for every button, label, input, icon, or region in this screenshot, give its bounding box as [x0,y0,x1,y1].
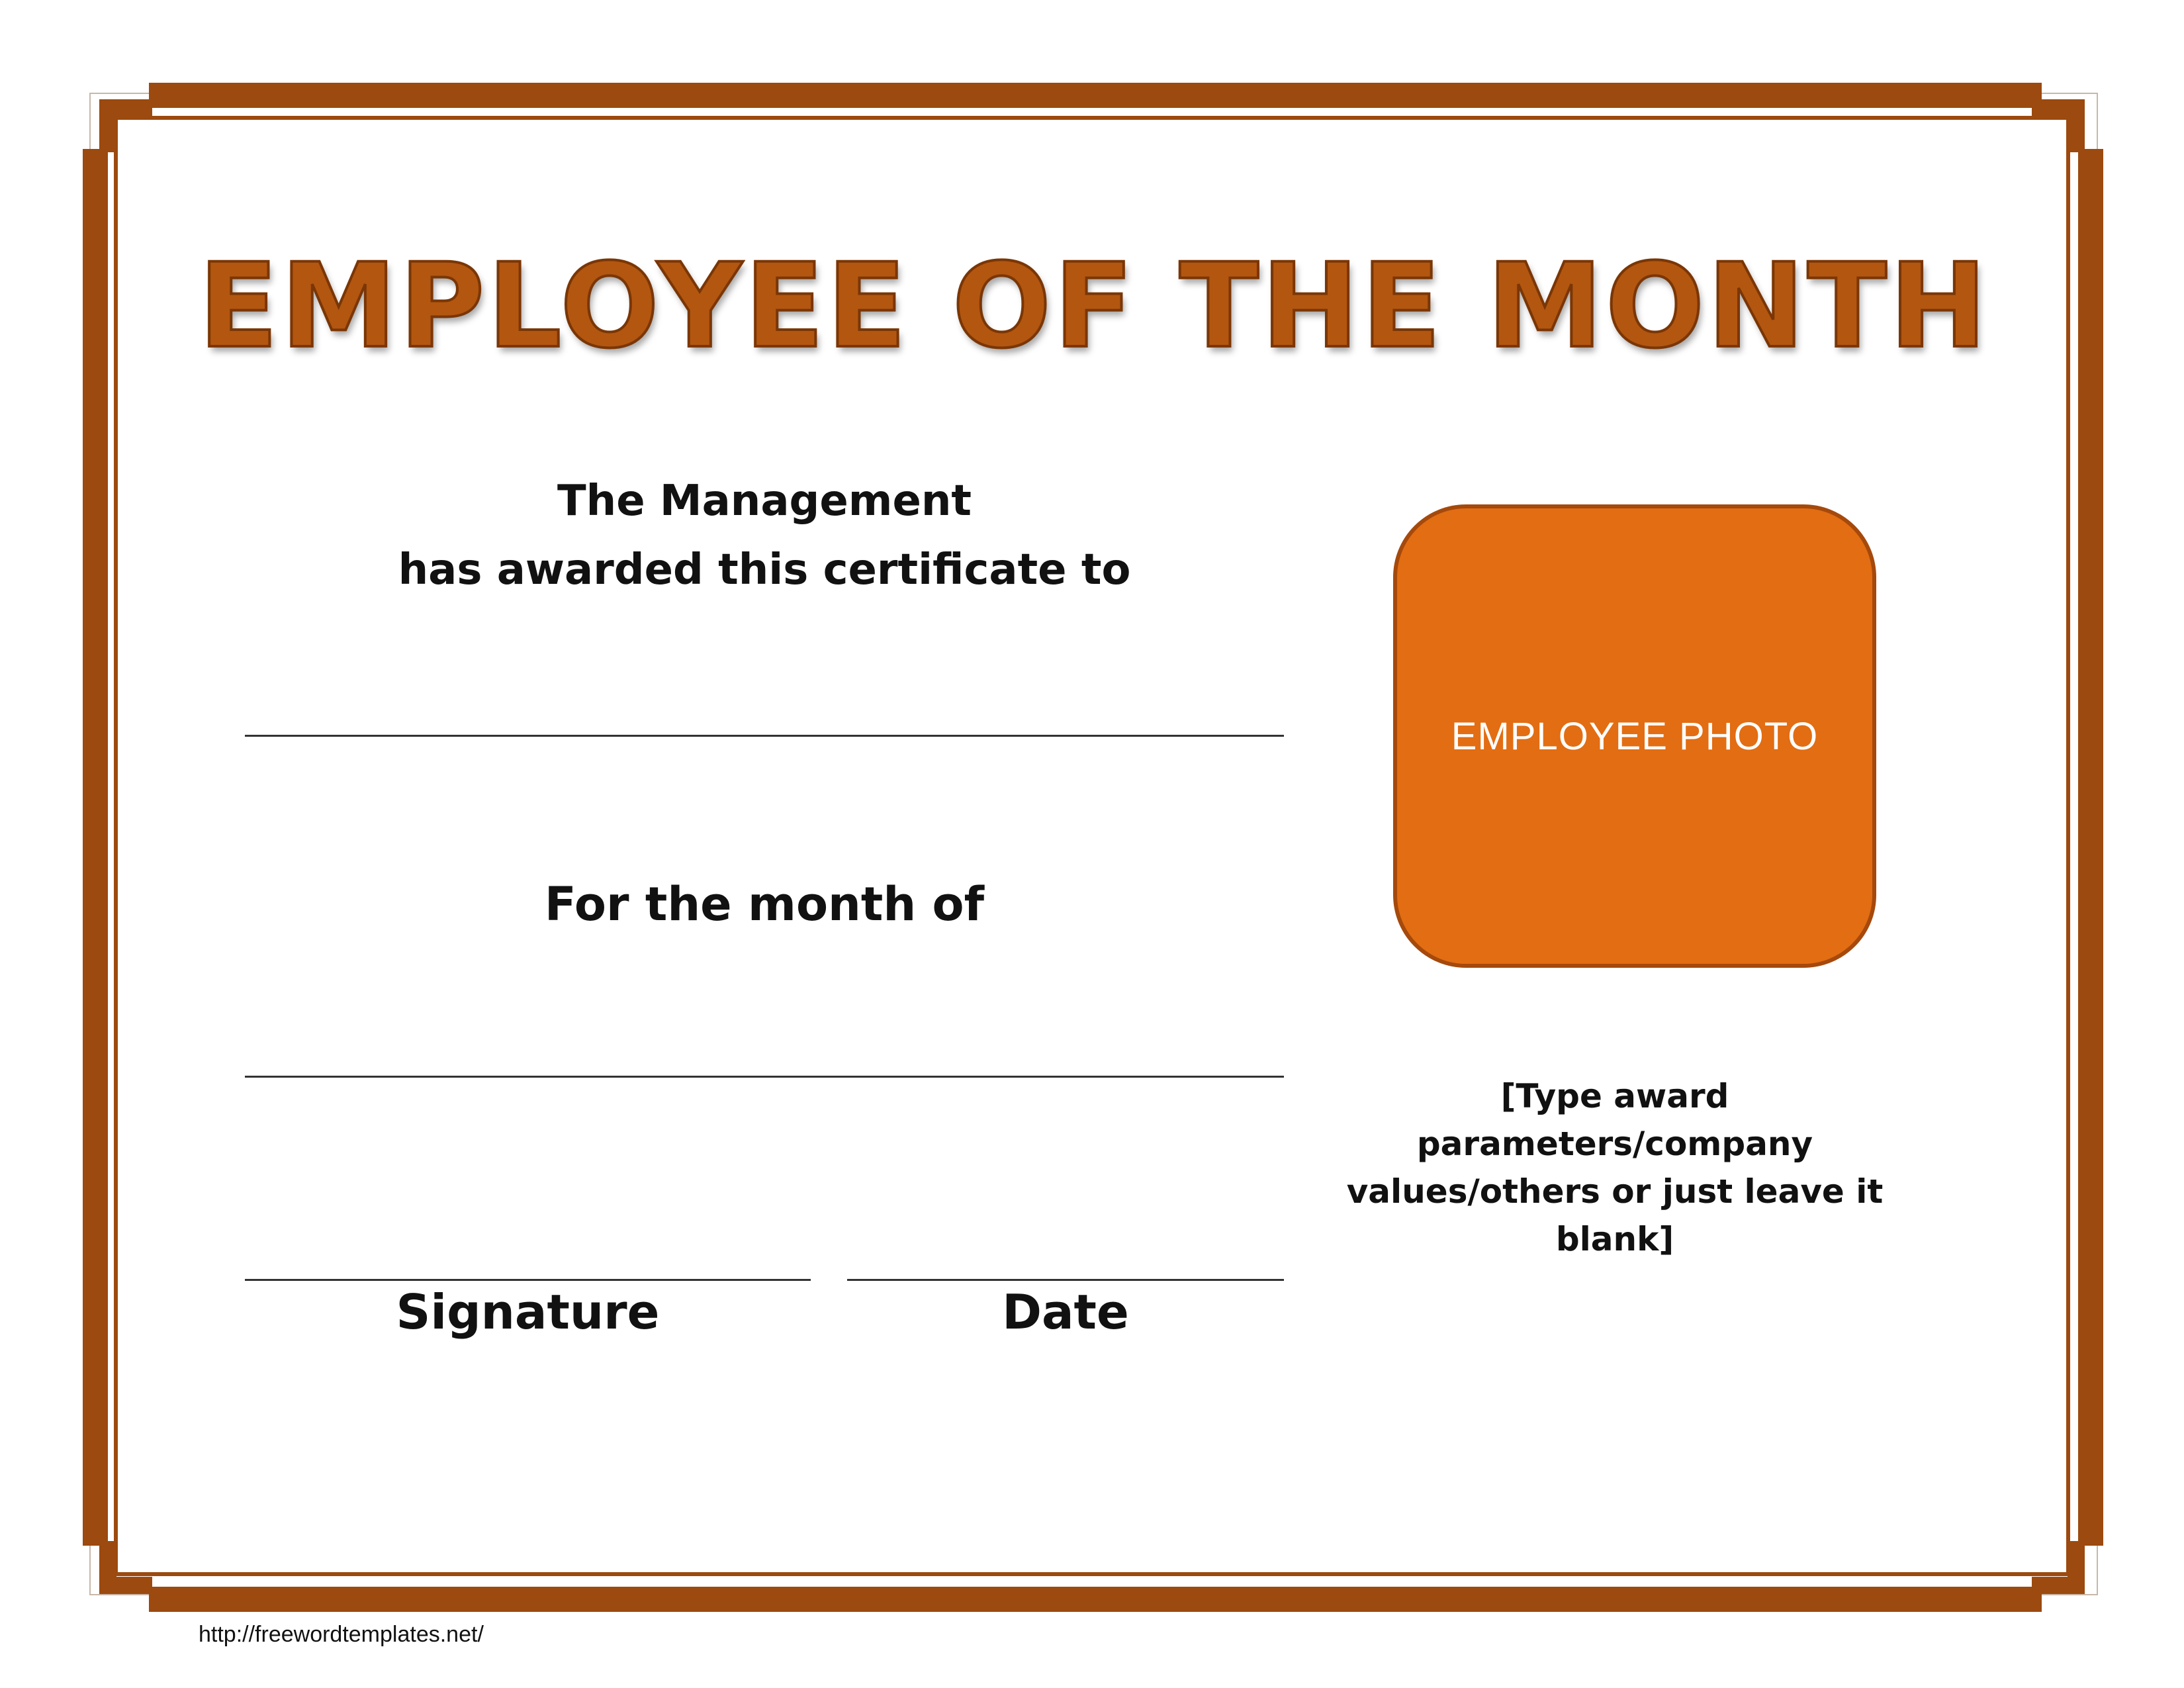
award-parameters-text[interactable] [1310,1072,1919,1263]
month-label: For the month of [544,877,985,931]
award-intro [245,467,1284,604]
award-parameters-line-2: values/others or just leave it blank] [1346,1172,1884,1258]
frame-corner-top-left [99,99,116,152]
signature-label: Signature [396,1284,660,1340]
frame-top-bar [149,83,2042,108]
frame-inner-left-line [114,119,118,1575]
signature-line[interactable] [245,1279,811,1281]
recipient-name-line[interactable] [245,735,1284,737]
frame-right-bar [2078,149,2103,1546]
date-label: Date [1002,1284,1129,1340]
employee-photo-label: EMPLOYEE PHOTO [1451,714,1819,758]
date-line[interactable] [847,1279,1284,1281]
employee-photo-placeholder[interactable] [1393,504,1876,968]
frame-inner-top-line [109,116,2075,120]
month-entry-line[interactable] [245,1076,1284,1078]
intro-line-awarded: has awarded this certificate to [398,545,1131,594]
frame-inner-right-line [2066,119,2070,1575]
frame-corner-top-right [2068,99,2085,152]
intro-line-management: The Management [557,477,972,526]
footer-url: http://freewordtemplates.net/ [199,1622,484,1647]
certificate-title: EMPLOYEE OF THE MONTH [199,238,1990,374]
frame-left-bar [83,149,108,1546]
frame-bottom-bar [149,1587,2042,1612]
award-parameters-line-1: [Type award parameters/company [1416,1077,1813,1163]
frame-corner-bottom-right [2068,1541,2085,1594]
frame-corner-bottom-left [99,1541,116,1594]
frame-inner-bottom-line [109,1572,2075,1576]
